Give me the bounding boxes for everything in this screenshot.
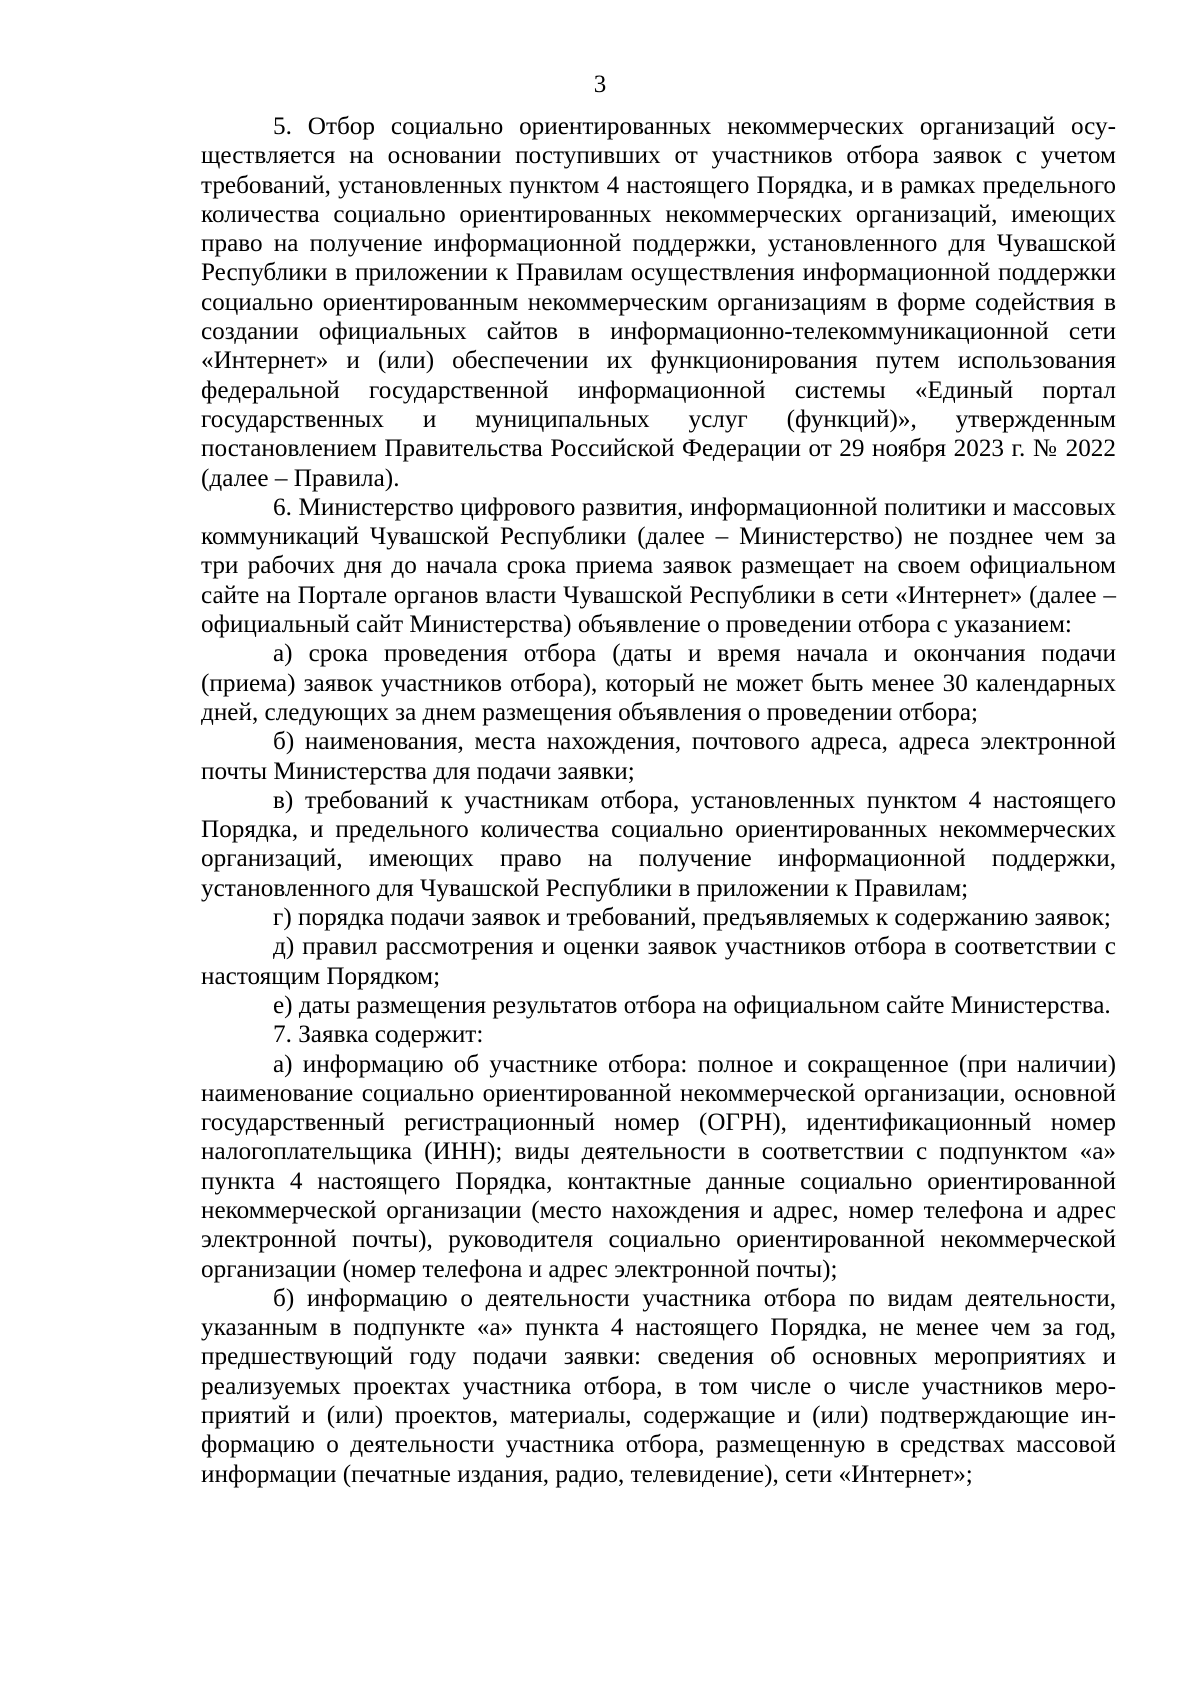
paragraph-6-d: д) правил рассмотрения и оценки заявок участников отбора в соответствии с настоящим Порядком; [201, 933, 1116, 990]
paragraph-7-b: б) информацию о деятельности участника отбора по видам деятельности, указанным в подпункте «а» пункта 4 настоящего Порядка, не менее чем за год, предшествующий году подачи заявки: сведения об основных мероприятиях и реализуемых проектах участника отбора, в том числе о числе участников мероприятий и (или) проектов, материалы, содержащие и (или) подтверждающие информацию о деятельности участника отбора, размещенную в средствах массовой информации (печатные издания, радио, телевидение), сети «Интернет»; [201, 1284, 1116, 1488]
paragraph-6-e: е) даты размещения результатов отбора на официальном сайте Министерства. [273, 991, 1111, 1019]
paragraph-6-b: б) наименования, места нахождения, почтового адреса, адреса электронной почты Министерства для подачи заявки; [201, 728, 1116, 785]
paragraph-5: 5. Отбор социально ориентированных некоммерческих организаций осуществляется на основании поступивших от участников отбора заявок с учетом требований, установленных пунктом 4 настоящего Порядка, и в рамках предельного количества социально ориентированных некоммерческих организаций, имеющих право на получение информационной поддержки, установленного для Чувашской Республики в приложении к Правилам осуществления информационной поддержки социально ориентированным некоммерческим организациям в форме содействия в создании официальных сайтов в информационно-телекоммуникационной сети «Интернет» и (или) обеспечении их функционирования путем использования федеральной государственной информационной системы «Единый портал государственных и муниципальных услуг (функций)», утвержденным постановлением Правительства Российской Федерации от 29 ноября 2023 г. № 2022 (далее – Правила). [201, 113, 1116, 492]
paragraph-6-a: а) срока проведения отбора (даты и время начала и окончания подачи (приема) заявок участников отбора), который не может быть менее 30 календарных дней, следующих за днем размещения объявления о проведении отбора; [201, 640, 1116, 726]
paragraph-6-v: в) требований к участникам отбора, установленных пунктом 4 настоящего Порядка, и предельного количества социально ориентированных некоммерческих организаций, имеющих право на получение информационной поддержки, установленного для Чувашской Республики в приложении к Правилам; [201, 786, 1116, 902]
page-number: 3 [593, 71, 607, 98]
paragraph-7-a: а) информацию об участнике отбора: полное и сокращенное (при наличии) наименование социально ориентированной некоммерческой организации, основной государственный регистрационный номер (ОГРН), идентификационный номер налогоплательщика (ИНН); виды деятельности в соответствии с подпунктом «а» пункта 4 настоящего Порядка, контактные данные социально ориентированной некоммерческой организации (место нахождения и адрес, номер телефона и адрес электронной почты), руководителя социально ориентированной некоммерческой организации (номер телефона и адрес электронной почты); [201, 1050, 1116, 1283]
paragraph-6: 6. Министерство цифрового развития, информационной политики и массовых коммуникаций Чувашской Республики (далее – Министерство) не позднее чем за три рабочих дня до начала срока приема заявок размещает на своем официальном сайте на Портале органов власти Чувашской Республики в сети «Интернет» (далее – официальный сайт Министерства) объявление о проведении отбора с указанием: [201, 493, 1116, 639]
paragraph-6-g: г) порядка подачи заявок и требований, предъявляемых к содержанию заявок; [273, 904, 1111, 932]
document-body [201, 112, 1116, 1489]
paragraph-7: 7. Заявка содержит: [273, 1021, 484, 1049]
